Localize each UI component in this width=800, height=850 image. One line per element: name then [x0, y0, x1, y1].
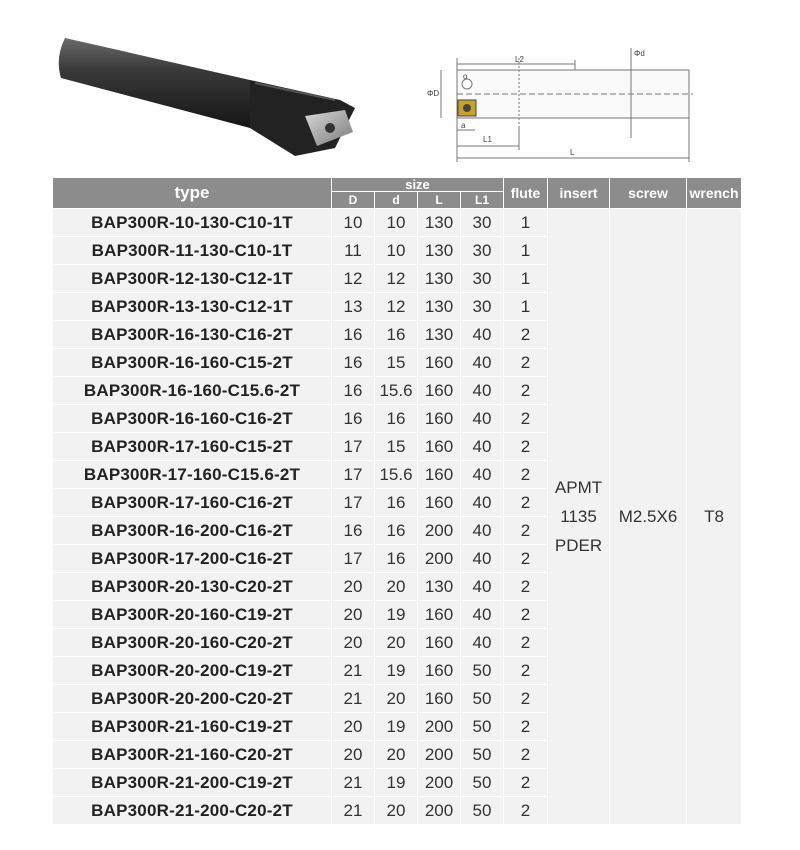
- shank-diameter-cell: 19: [375, 601, 418, 629]
- model-cell: BAP300R-16-160-C16-2T: [53, 405, 332, 433]
- model-cell: BAP300R-17-200-C16-2T: [53, 545, 332, 573]
- length-l1-cell: 50: [461, 657, 504, 685]
- length-cell: 160: [418, 629, 461, 657]
- length-l1-cell: 50: [461, 741, 504, 769]
- length-cell: 130: [418, 321, 461, 349]
- model-cell: BAP300R-16-130-C16-2T: [53, 321, 332, 349]
- drawing-label-l: L: [570, 148, 575, 157]
- shank-diameter-cell: 16: [375, 545, 418, 573]
- length-l1-cell: 40: [461, 629, 504, 657]
- model-cell: BAP300R-20-160-C19-2T: [53, 601, 332, 629]
- length-cell: 160: [418, 601, 461, 629]
- shank-diameter-cell: 20: [375, 797, 418, 825]
- technical-drawing: [425, 38, 715, 166]
- length-cell: 200: [418, 517, 461, 545]
- diameter-cell: 16: [332, 349, 375, 377]
- flute-cell: 2: [504, 713, 548, 741]
- shank-diameter-cell: 12: [375, 293, 418, 321]
- shank-diameter-cell: 16: [375, 321, 418, 349]
- model-cell: BAP300R-16-200-C16-2T: [53, 517, 332, 545]
- diameter-cell: 20: [332, 741, 375, 769]
- model-cell: BAP300R-21-200-C19-2T: [53, 769, 332, 797]
- diameter-cell: 21: [332, 769, 375, 797]
- length-cell: 130: [418, 573, 461, 601]
- wrench-cell: T8: [687, 209, 742, 825]
- spec-table-body: [53, 209, 742, 825]
- insert-line: PDER: [554, 536, 603, 555]
- spec-table: [52, 177, 742, 825]
- diameter-cell: 16: [332, 377, 375, 405]
- diameter-cell: 21: [332, 657, 375, 685]
- diameter-cell: 17: [332, 433, 375, 461]
- flute-cell: 1: [504, 237, 548, 265]
- flute-cell: 2: [504, 489, 548, 517]
- flute-cell: 2: [504, 741, 548, 769]
- drawing-label-l2: L2: [515, 55, 524, 64]
- length-l1-cell: 40: [461, 601, 504, 629]
- shank-diameter-cell: 16: [375, 489, 418, 517]
- header-diameter: D: [332, 192, 375, 209]
- diameter-cell: 20: [332, 601, 375, 629]
- length-l1-cell: 30: [461, 265, 504, 293]
- header-wrench: wrench: [687, 178, 742, 209]
- product-photo: [55, 28, 365, 163]
- diameter-cell: 20: [332, 573, 375, 601]
- diameter-cell: 17: [332, 461, 375, 489]
- model-cell: BAP300R-20-130-C20-2T: [53, 573, 332, 601]
- length-l1-cell: 40: [461, 321, 504, 349]
- insert-line: APMT: [554, 478, 603, 497]
- flute-cell: 2: [504, 657, 548, 685]
- length-l1-cell: 30: [461, 237, 504, 265]
- drawing-label-o: o: [463, 72, 468, 81]
- drawing-label-phi-big-d: ΦD: [427, 89, 440, 98]
- shank-diameter-cell: 10: [375, 237, 418, 265]
- length-l1-cell: 30: [461, 293, 504, 321]
- model-cell: BAP300R-20-160-C20-2T: [53, 629, 332, 657]
- shank-diameter-cell: 19: [375, 769, 418, 797]
- flute-cell: 2: [504, 685, 548, 713]
- flute-cell: 2: [504, 601, 548, 629]
- length-l1-cell: 40: [461, 461, 504, 489]
- flute-cell: 2: [504, 769, 548, 797]
- length-cell: 160: [418, 461, 461, 489]
- model-cell: BAP300R-17-160-C15-2T: [53, 433, 332, 461]
- length-l1-cell: 40: [461, 489, 504, 517]
- length-cell: 130: [418, 293, 461, 321]
- shank-diameter-cell: 19: [375, 657, 418, 685]
- diameter-cell: 16: [332, 405, 375, 433]
- length-cell: 160: [418, 685, 461, 713]
- model-cell: BAP300R-11-130-C10-1T: [53, 237, 332, 265]
- length-cell: 200: [418, 797, 461, 825]
- flute-cell: 2: [504, 545, 548, 573]
- flute-cell: 2: [504, 377, 548, 405]
- shank-diameter-cell: 20: [375, 573, 418, 601]
- flute-cell: 2: [504, 629, 548, 657]
- drawing-label-a: a: [461, 121, 466, 130]
- length-cell: 200: [418, 741, 461, 769]
- flute-cell: 2: [504, 517, 548, 545]
- length-l1-cell: 40: [461, 349, 504, 377]
- length-l1-cell: 40: [461, 433, 504, 461]
- flute-cell: 1: [504, 293, 548, 321]
- diameter-cell: 20: [332, 629, 375, 657]
- model-cell: BAP300R-21-160-C19-2T: [53, 713, 332, 741]
- diameter-cell: 11: [332, 237, 375, 265]
- header-screw: screw: [610, 178, 687, 209]
- insert-line: 1135: [560, 507, 597, 526]
- shank-diameter-cell: 20: [375, 629, 418, 657]
- length-cell: 200: [418, 545, 461, 573]
- model-cell: BAP300R-16-160-C15-2T: [53, 349, 332, 377]
- shank-diameter-cell: 12: [375, 265, 418, 293]
- length-cell: 160: [418, 405, 461, 433]
- length-l1-cell: 40: [461, 377, 504, 405]
- model-cell: BAP300R-17-160-C16-2T: [53, 489, 332, 517]
- diameter-cell: 17: [332, 489, 375, 517]
- flute-cell: 2: [504, 405, 548, 433]
- flute-cell: 2: [504, 321, 548, 349]
- model-cell: BAP300R-16-160-C15.6-2T: [53, 377, 332, 405]
- model-cell: BAP300R-13-130-C12-1T: [53, 293, 332, 321]
- header-insert: insert: [548, 178, 610, 209]
- length-cell: 200: [418, 713, 461, 741]
- diameter-cell: 16: [332, 517, 375, 545]
- shank-diameter-cell: 15: [375, 433, 418, 461]
- length-l1-cell: 50: [461, 713, 504, 741]
- diameter-cell: 10: [332, 209, 375, 237]
- table-row: [53, 209, 742, 237]
- flute-cell: 1: [504, 265, 548, 293]
- model-cell: BAP300R-17-160-C15.6-2T: [53, 461, 332, 489]
- length-cell: 130: [418, 237, 461, 265]
- length-l1-cell: 40: [461, 517, 504, 545]
- length-cell: 200: [418, 769, 461, 797]
- shank-diameter-cell: 15.6: [375, 377, 418, 405]
- shank-diameter-cell: 20: [375, 741, 418, 769]
- model-cell: BAP300R-21-160-C20-2T: [53, 741, 332, 769]
- model-cell: BAP300R-20-200-C20-2T: [53, 685, 332, 713]
- length-cell: 160: [418, 489, 461, 517]
- diameter-cell: 21: [332, 685, 375, 713]
- length-cell: 130: [418, 265, 461, 293]
- length-l1-cell: 50: [461, 769, 504, 797]
- drawing-label-l1: L1: [483, 135, 492, 144]
- diameter-cell: 13: [332, 293, 375, 321]
- length-l1-cell: 40: [461, 545, 504, 573]
- shank-diameter-cell: 15: [375, 349, 418, 377]
- flute-cell: 2: [504, 433, 548, 461]
- length-l1-cell: 50: [461, 797, 504, 825]
- flute-cell: 2: [504, 461, 548, 489]
- diameter-cell: 16: [332, 321, 375, 349]
- diameter-cell: 17: [332, 545, 375, 573]
- header-shank-diameter: d: [375, 192, 418, 209]
- shank-diameter-cell: 20: [375, 685, 418, 713]
- diameter-cell: 20: [332, 713, 375, 741]
- drawing-label-phi-small-d: Φd: [634, 49, 645, 58]
- shank-diameter-cell: 16: [375, 405, 418, 433]
- flute-cell: 2: [504, 797, 548, 825]
- length-cell: 130: [418, 209, 461, 237]
- shank-diameter-cell: 10: [375, 209, 418, 237]
- length-cell: 160: [418, 349, 461, 377]
- diameter-cell: 21: [332, 797, 375, 825]
- shank-diameter-cell: 15.6: [375, 461, 418, 489]
- length-l1-cell: 30: [461, 209, 504, 237]
- flute-cell: 2: [504, 349, 548, 377]
- shank-diameter-cell: 19: [375, 713, 418, 741]
- model-cell: BAP300R-20-200-C19-2T: [53, 657, 332, 685]
- shank-diameter-cell: 16: [375, 517, 418, 545]
- model-cell: BAP300R-12-130-C12-1T: [53, 265, 332, 293]
- length-l1-cell: 40: [461, 405, 504, 433]
- length-l1-cell: 40: [461, 573, 504, 601]
- header-length-l1: L1: [461, 192, 504, 209]
- flute-cell: 1: [504, 209, 548, 237]
- length-l1-cell: 50: [461, 685, 504, 713]
- flute-cell: 2: [504, 573, 548, 601]
- header-size: size: [332, 178, 504, 192]
- model-cell: BAP300R-10-130-C10-1T: [53, 209, 332, 237]
- header-type: type: [53, 178, 332, 209]
- insert-cell: [548, 209, 610, 825]
- diameter-cell: 12: [332, 265, 375, 293]
- length-cell: 160: [418, 657, 461, 685]
- length-cell: 160: [418, 377, 461, 405]
- screw-cell: M2.5X6: [610, 209, 687, 825]
- header-flute: flute: [504, 178, 548, 209]
- length-cell: 160: [418, 433, 461, 461]
- header-length: L: [418, 192, 461, 209]
- model-cell: BAP300R-21-200-C20-2T: [53, 797, 332, 825]
